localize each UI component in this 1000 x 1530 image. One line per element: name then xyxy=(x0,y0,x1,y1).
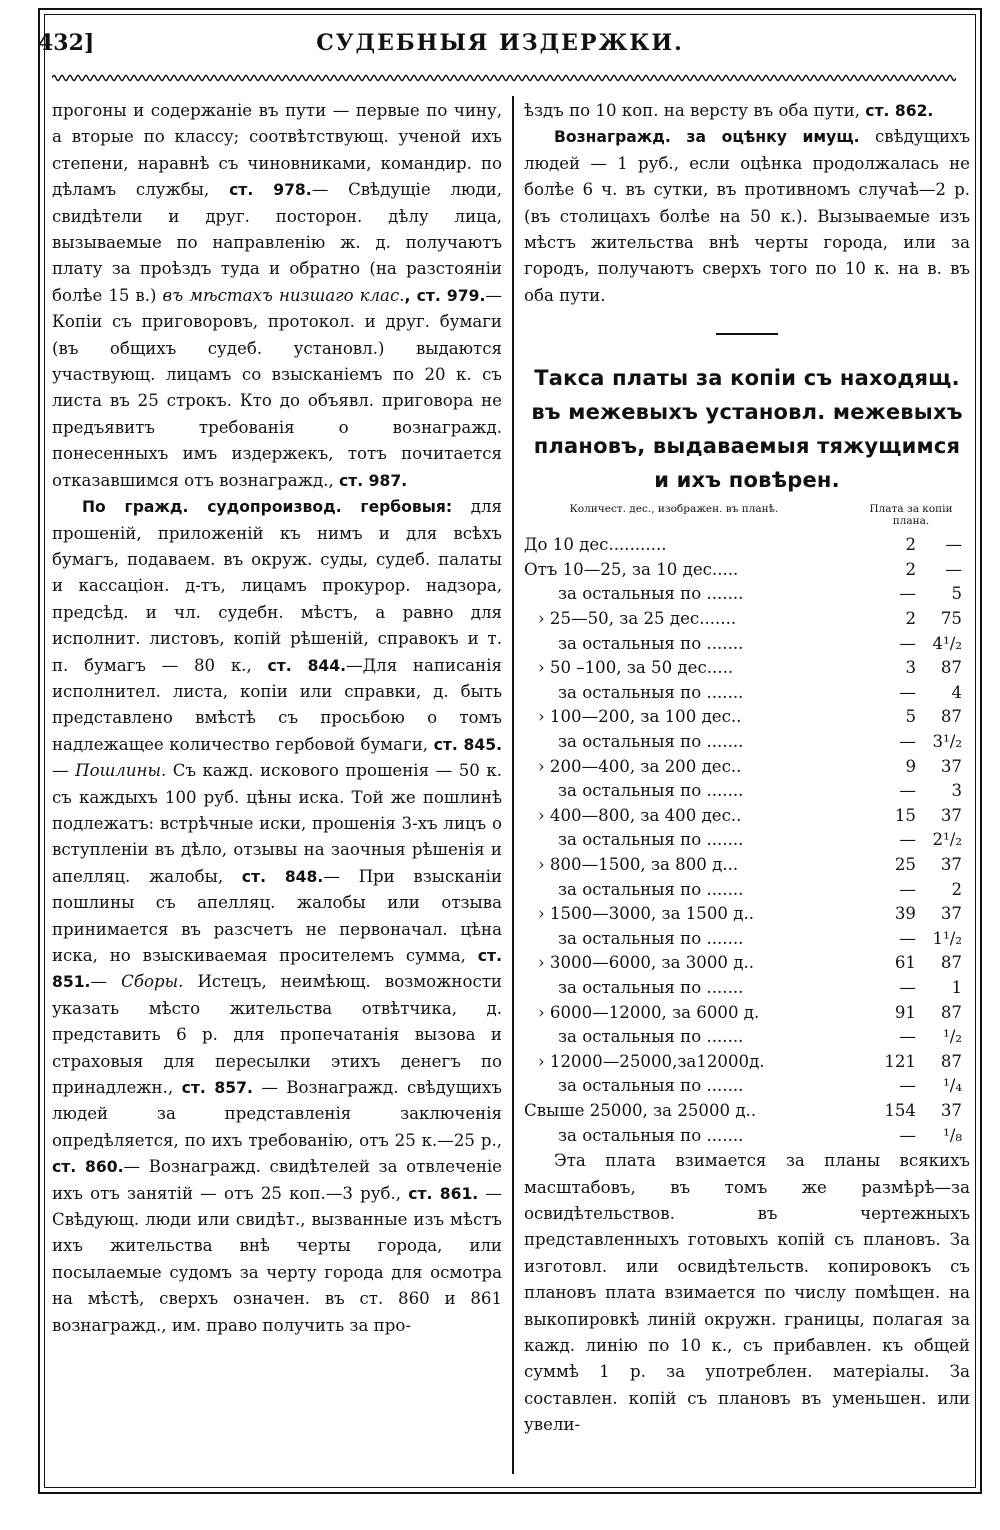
row-label: за остальныя по ....... xyxy=(558,1125,744,1145)
row-rubles: 5 xyxy=(905,707,916,727)
row-kopecks: 2¹/₂ xyxy=(932,830,962,850)
row-kopecks: 75 xyxy=(940,609,962,629)
row-rubles: — xyxy=(899,1027,916,1047)
row-kopecks: 3¹/₂ xyxy=(932,732,962,751)
row-kopecks: 4¹/₂ xyxy=(932,633,962,653)
row-kopecks: 87 xyxy=(940,707,962,727)
row-label: за остальныя по ....... xyxy=(558,928,744,948)
row-kopecks: 4 xyxy=(951,682,962,702)
page-number: 432] xyxy=(38,30,95,56)
row-rubles: — xyxy=(899,879,916,899)
row-kopecks: 5 xyxy=(951,584,962,604)
row-rubles: 2 xyxy=(905,609,916,629)
table-row xyxy=(524,853,970,878)
article-ref: ст. 851. xyxy=(52,947,502,992)
row-rubles: 39 xyxy=(894,904,916,924)
table-row xyxy=(524,656,970,681)
table-row xyxy=(524,582,970,607)
article-ref: ст. 862. xyxy=(865,102,934,120)
row-label: за остальныя по ....... xyxy=(558,732,744,751)
wavy-rule xyxy=(52,72,956,84)
row-kopecks: 87 xyxy=(940,1002,962,1022)
row-kopecks: — xyxy=(945,559,962,579)
row-label: за остальныя по ....... xyxy=(558,633,744,653)
table-row xyxy=(524,1074,970,1099)
row-rubles: — xyxy=(899,781,916,801)
table-row xyxy=(524,976,970,1001)
page-header xyxy=(0,30,1000,66)
paragraph-expenses: прогоны и содержаніе въ пути — первые по чину, а вторые по классу; соотвѣтствующ. ученой ихъ степени, наравнѣ съ чиновниками, командир. по дѣламъ службы, ст. 978.— Свѣдущіе люди, свидѣтели и друг. посторон. дѣлу лица, вызываемые по направленію ж. д. получаютъ плату за проѣздъ туда и обратно (на разстояніи болѣе 15 в.) въ мѣстахъ низшаго клас., ст. 979.— Копіи съ приговоровъ, протокол. и друг. бумаги (въ общихъ судеб. установл.) выдаются участвующ. лицамъ со взысканіемъ по 20 к. съ листа въ 25 строкъ. Кто до объявл. приговора не предъявитъ требованія о вознагражд. понесенныхъ имъ издержекъ, тотъ почитается отказавшимся отъ вознагражд., ст. 987. xyxy=(52,101,503,490)
table-row xyxy=(524,730,970,755)
paragraph-plan-fees: Эта плата взимается за планы всякихъ масштабовъ, въ томъ же размѣрѣ—за освидѣтельствов. въ чертежныхъ представленныхъ готовыхъ копій съ плановъ. За изготовл. или освидѣтельств. копировокъ съ плановъ плата взимается по числу помѣщен. на выкопировкѣ линій окружн. границы, полагая за кажд. линію по 10 к., съ прибавлен. къ общей суммѣ 1 р. за употреблен. матеріалы. За составлен. копій съ плановъ въ уменьшен. или увели- xyxy=(524,1151,970,1435)
row-rubles: 121 xyxy=(884,1051,916,1071)
article-ref: ст. 860. xyxy=(52,1158,124,1177)
table-row xyxy=(524,681,970,706)
table-header xyxy=(524,503,970,527)
article-ref: ст. 844. xyxy=(267,656,347,675)
row-label: › 3000—6000, за 3000 д.. xyxy=(538,953,755,973)
row-rubles: — xyxy=(899,633,916,653)
row-rubles: 25 xyxy=(894,854,916,874)
fee-table xyxy=(524,533,970,1148)
row-kopecks: 87 xyxy=(940,1051,962,1071)
table-row xyxy=(524,1124,970,1149)
row-label: › 800—1500, за 800 д... xyxy=(538,854,739,874)
right-column xyxy=(524,98,970,1439)
row-rubles: — xyxy=(899,1076,916,1096)
article-ref: ст. 857. xyxy=(181,1079,253,1098)
row-kopecks: ¹/₄ xyxy=(943,1076,962,1096)
row-rubles: — xyxy=(899,682,916,702)
row-kopecks: 2 xyxy=(951,879,962,899)
table-row xyxy=(524,927,970,952)
table-row xyxy=(524,607,970,632)
paragraph-valuation: Вознагражд. за оцѣнку имущ. свѣдущихъ людей — 1 руб., если оцѣнка продолжалась не болѣе 6 ч. въ сутки, въ противномъ случаѣ—2 р. (въ столицахъ болѣе на 50 к.). Вызываемые изъ мѣстъ жительства внѣ черты города, или за городъ, получаютъ сверхъ того по 10 к. на в. въ оба пути. xyxy=(524,127,970,305)
row-kopecks: 1 xyxy=(951,977,962,997)
row-rubles: — xyxy=(899,977,916,997)
paragraph-civil-procedure: По гражд. судопроизвод. гербовыя: для прошеній, приложеній къ нимъ и для всѣхъ бумагъ, подаваем. въ окруж. суды, судеб. палаты и кассаціон. д-тъ, лицамъ прокурор. надзора, предсѣд. и чл. судебн. мѣстъ, а равно для исполнит. листовъ, копій рѣшеній, справокъ и т. п. бумагъ — 80 к., ст. 844.—Для написанія исполнител. листа, копіи или справки, д. быть представлено вмѣстѣ съ просьбою о томъ надлежащее количество гербовой бумаги, ст. 845. — Пошлины. Съ кажд. искового прошенія — 50 к. съ каждыхъ 100 руб. цѣны иска. Той же пошлинѣ подлежатъ: встрѣчные иски, прошенія 3-хъ лицъ о вступленіи въ дѣло, отзывы на заочныя рѣшенія и апелляц. жалобы, ст. 848.— При взысканіи пошлины съ апелляц. жалобы или отзыва принимается въ разсчетъ не первоначал. цѣна иска, но взыскиваемая просителемъ сумма, ст. 851.— Сборы. Истецъ, неимѣющ. возможности указать мѣсто жительства отвѣтчика, д. представить 6 р. для пропечатанія вызова и страховыя для пересылки этихъ денегъ по принадлежн., ст. 857. — Вознагражд. свѣдущихъ людей за представленія заключенія опредѣляется, по ихъ требованію, отъ 25 к.—25 р., ст. 860.— Вознагражд. свидѣтелей за отвлеченіе ихъ отъ занятій — отъ 25 коп.—3 руб., ст. 861. — Свѣдующ. люди или свидѣт., вызванные изъ мѣстъ ихъ жительства внѣ черты города, или посылаемые судомъ за черту города для осмотра на мѣстѣ, сверхъ означен. въ ст. 860 и 861 вознагражд., им. право получить за про- xyxy=(52,497,503,1335)
row-kopecks: ¹/₈ xyxy=(943,1125,962,1145)
table-row xyxy=(524,1001,970,1026)
table-row xyxy=(524,779,970,804)
row-label: › 100—200, за 100 дес.. xyxy=(538,707,742,727)
row-label: за остальныя по ....... xyxy=(558,977,744,997)
section-lead: Вознагражд. за оцѣнку имущ. xyxy=(554,128,860,147)
row-rubles: — xyxy=(899,830,916,850)
row-label: › 25—50, за 25 дес....... xyxy=(538,609,737,629)
row-kopecks: 37 xyxy=(940,756,962,776)
row-label: за остальныя по ....... xyxy=(558,682,744,702)
row-label: › 200—400, за 200 дес.. xyxy=(538,756,742,776)
article-ref: ст. 848. xyxy=(241,867,324,886)
table-row xyxy=(524,902,970,927)
section-lead: По гражд. судопроизвод. гербовыя: xyxy=(82,498,453,517)
row-kopecks: 1¹/₂ xyxy=(932,928,962,948)
column-header-fee: Плата за копіи плана. xyxy=(869,503,953,528)
row-kopecks: 87 xyxy=(940,658,962,678)
table-row xyxy=(524,558,970,583)
table-row xyxy=(524,1025,970,1050)
row-kopecks: 3 xyxy=(951,781,962,801)
row-rubles: 61 xyxy=(894,953,916,973)
table-row xyxy=(524,878,970,903)
row-label: за остальныя по ....... xyxy=(558,1027,744,1047)
row-label: Отъ 10—25, за 10 дес..... xyxy=(524,559,739,579)
row-rubles: — xyxy=(899,584,916,604)
left-column xyxy=(52,98,502,1339)
row-kopecks: ¹/₂ xyxy=(943,1027,962,1047)
running-title: СУДЕБНЫЯ ИЗДЕРЖКИ. xyxy=(316,30,684,56)
row-kopecks: 37 xyxy=(940,904,962,924)
table-row xyxy=(524,533,970,558)
row-label: › 12000—25000,за12000д. xyxy=(538,1051,765,1071)
row-rubles: 154 xyxy=(884,1100,916,1120)
row-label: › 6000—12000, за 6000 д. xyxy=(538,1002,760,1022)
row-kopecks: 37 xyxy=(940,805,962,825)
column-divider xyxy=(512,96,514,1474)
row-kopecks: 37 xyxy=(940,854,962,874)
article-ref: ст. 987. xyxy=(339,471,408,490)
table-row xyxy=(524,1050,970,1075)
row-rubles: 91 xyxy=(894,1002,916,1022)
row-rubles: — xyxy=(899,732,916,751)
table-title: Такса платы за копіи съ находящ. въ межевыхъ установл. межевыхъ плановъ, выдаваемыя тяжущимся и ихъ повѣрен. xyxy=(531,366,963,493)
article-ref: ст. 861. xyxy=(408,1184,479,1203)
row-label: До 10 дес........... xyxy=(524,535,667,555)
row-label: за остальныя по ....... xyxy=(558,781,744,801)
row-label: за остальныя по ....... xyxy=(558,1076,744,1096)
table-row xyxy=(524,804,970,829)
table-row xyxy=(524,951,970,976)
row-label: › 1500—3000, за 1500 д.. xyxy=(538,904,755,924)
row-label: за остальныя по ....... xyxy=(558,830,744,850)
column-header-area: Количест. дес., изображен. въ планѣ. xyxy=(569,503,779,516)
row-rubles: — xyxy=(899,928,916,948)
row-rubles: — xyxy=(899,1125,916,1145)
row-kopecks: 37 xyxy=(940,1100,962,1120)
row-label: за остальныя по ....... xyxy=(558,584,744,604)
row-rubles: 2 xyxy=(905,559,916,579)
row-rubles: 2 xyxy=(905,535,916,555)
article-ref: ст. 978. xyxy=(229,181,312,200)
table-row xyxy=(524,632,970,657)
table-row xyxy=(524,755,970,780)
table-row xyxy=(524,705,970,730)
row-rubles: 9 xyxy=(905,756,916,776)
row-label: Свыше 25000, за 25000 д.. xyxy=(524,1100,757,1120)
table-row xyxy=(524,1099,970,1124)
paragraph-travel: ѣздъ по 10 коп. на версту въ оба пути, ст. 862. xyxy=(524,101,934,120)
row-rubles: 15 xyxy=(894,805,916,825)
row-label: › 50 –100, за 50 дес..... xyxy=(538,658,734,678)
article-ref: ст. 845. xyxy=(433,735,502,754)
section-divider xyxy=(716,333,778,335)
article-ref: , ст. 979. xyxy=(404,286,486,305)
row-label: за остальныя по ....... xyxy=(558,879,744,899)
row-kopecks: — xyxy=(945,535,962,555)
row-label: › 400—800, за 400 дес.. xyxy=(538,805,742,825)
row-kopecks: 87 xyxy=(940,953,962,973)
row-rubles: 3 xyxy=(905,658,916,678)
table-row xyxy=(524,828,970,853)
